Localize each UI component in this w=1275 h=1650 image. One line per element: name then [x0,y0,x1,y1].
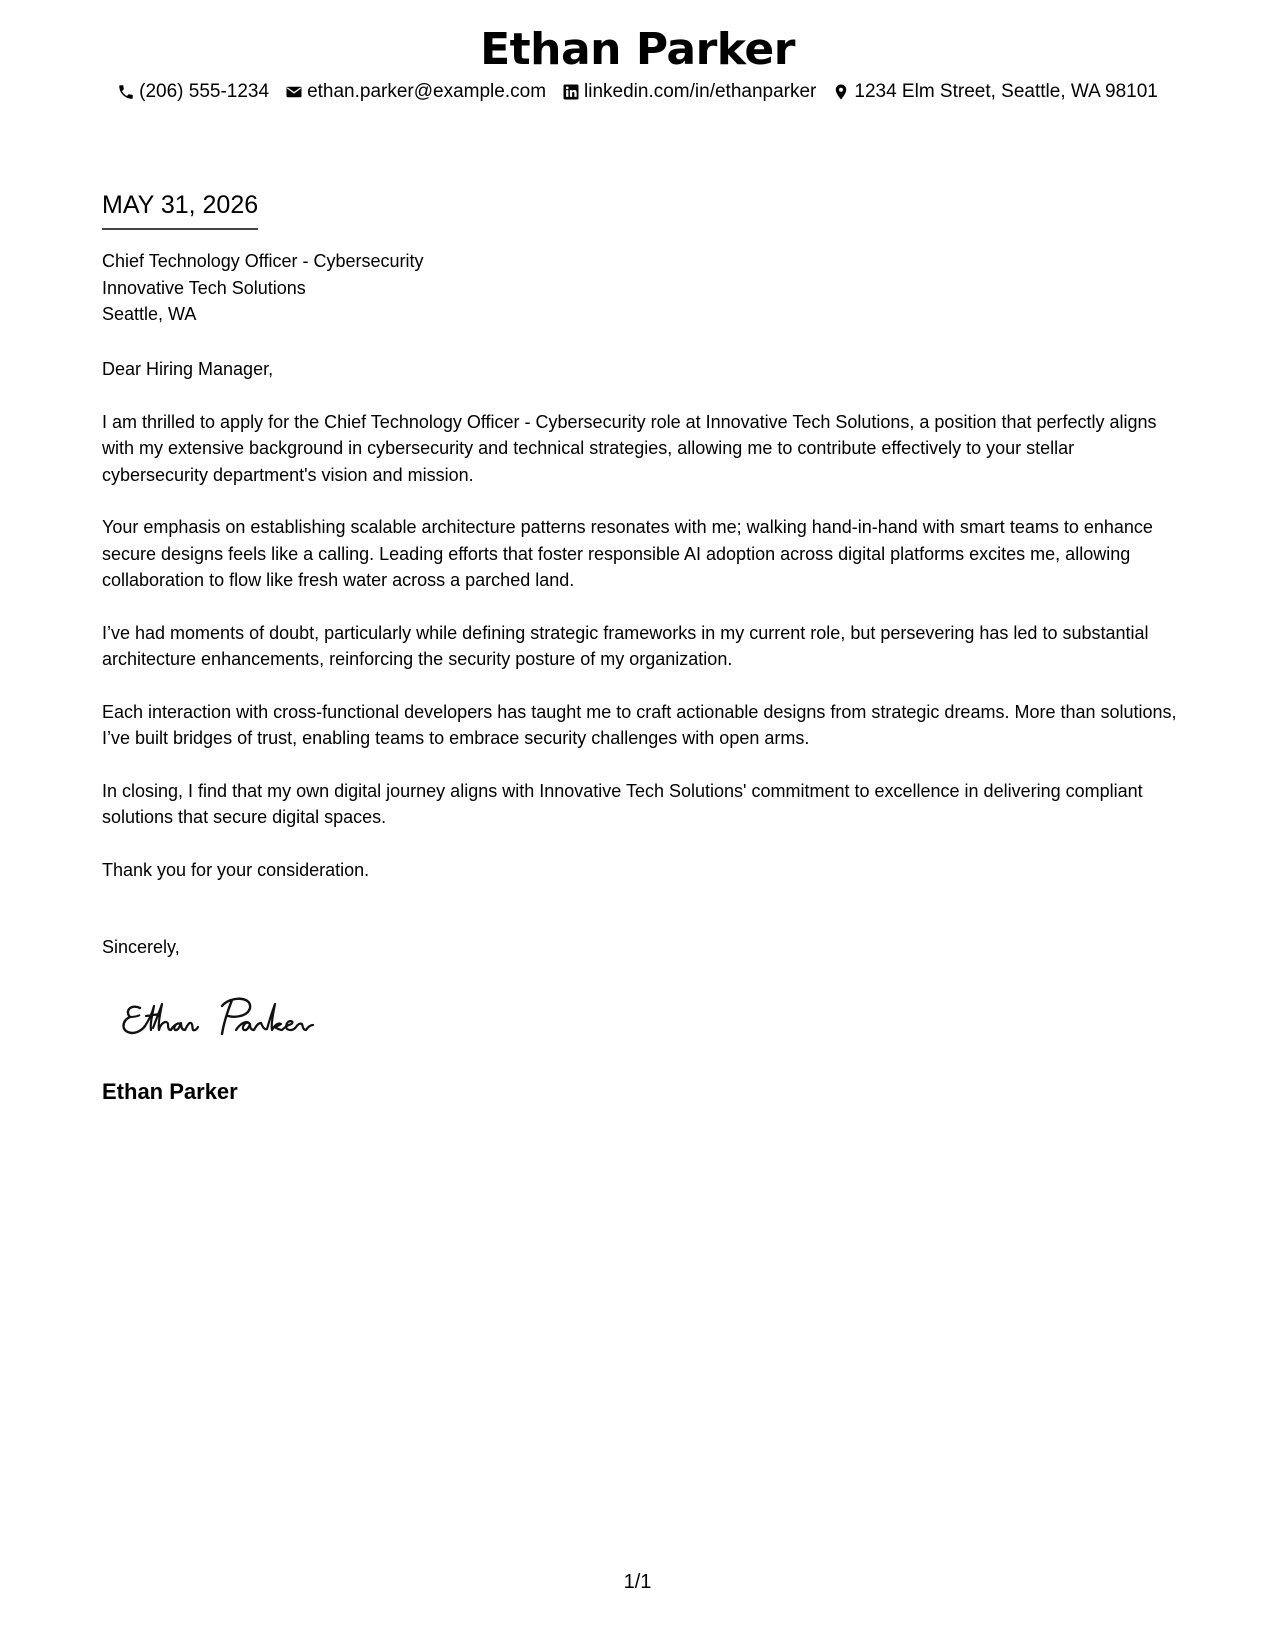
contact-email[interactable] [285,78,546,106]
letter-date: MAY 31, 2026 [102,188,258,230]
contact-linkedin[interactable] [562,78,816,106]
recipient-block [102,248,423,328]
date-block [102,188,258,230]
recipient-company: Innovative Tech Solutions [102,277,306,298]
phone-text: (206) 555-1234 [139,81,270,102]
page-number: 1/1 [623,1571,652,1593]
contact-info-row [0,78,1275,106]
signer-name: Ethan Parker [102,1079,238,1104]
recipient-location: Seattle, WA [102,304,197,324]
paragraph: Each interaction with cross-functional developers has taught me to craft actionable designs from strategic dreams. More than solutions, I’ve built bridges of trust, enabling teams to embrace security challenges with open arms. [102,701,1177,748]
linkedin-icon [562,83,580,101]
applicant-name-heading: Ethan Parker [480,24,795,75]
paragraph: Your emphasis on establishing scalable architecture patterns resonates with me; walking hand-in-hand with smart teams to enhance secure designs feels like a calling. Leading efforts that foster responsible AI adoption across digital platforms excites me, allowing collaboration to flow like fresh water across a parched land. [102,517,1153,590]
recipient-title: Chief Technology Officer - Cybersecurity [102,251,424,271]
handwritten-signature [118,990,358,1050]
paragraph: I’ve had moments of doubt, particularly while defining strategic frameworks in my current role, but persevering has led to substantial architecture enhancements, reinforcing the security posture of my organization. [102,622,1149,669]
contact-phone [117,78,269,106]
contact-address [832,78,1157,106]
email-text[interactable]: ethan.parker@example.com [307,81,547,102]
map-pin-icon [832,83,850,101]
address-text: 1234 Elm Street, Seattle, WA 98101 [854,81,1158,102]
envelope-icon [285,83,303,101]
letter-body [102,356,1177,909]
paragraph: In closing, I find that my own digital journey aligns with Innovative Tech Solutions' commitment to excellence in delivering compliant solutions that secure digital spaces. [102,780,1143,827]
paragraph: I am thrilled to apply for the Chief Technology Officer - Cybersecurity role at Innovative Tech Solutions, a position that perfectly aligns with my extensive background in cybersecurity and technical strategies, allowing me to contribute effectively to your stellar cybersecurity department's vision and mission. [102,411,1157,485]
closing: Sincerely, [102,937,180,957]
thank-you-line: Thank you for your consideration. [102,859,370,880]
linkedin-text[interactable]: linkedin.com/in/ethanparker [584,81,817,102]
salutation: Dear Hiring Manager, [102,359,274,379]
phone-icon [117,83,135,101]
